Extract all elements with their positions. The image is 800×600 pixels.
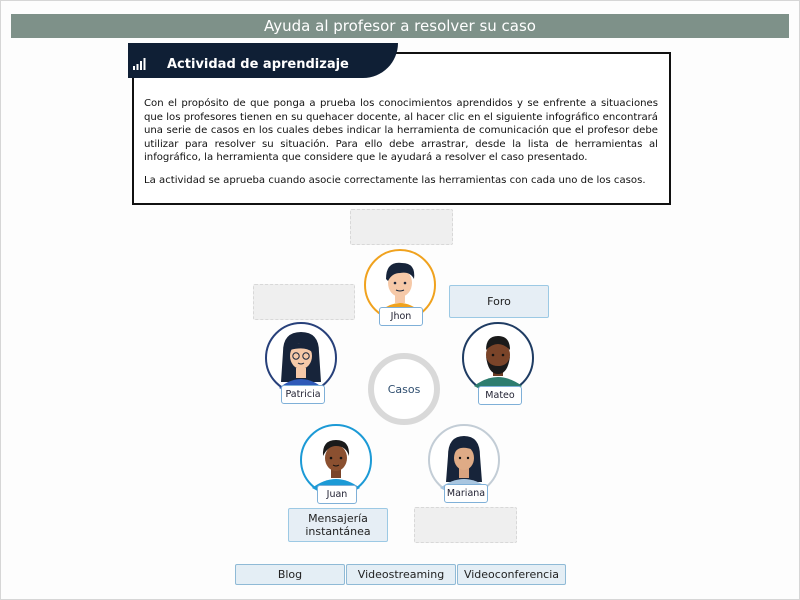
name-label-mateo: Mateo [478,386,522,405]
drop-zone-juan[interactable]: Mensajería instantánea [288,508,388,542]
activity-approval-note: La actividad se aprueba cuando asocie correctamente las herramientas con cada uno de los casos. [144,175,646,186]
name-label-patricia: Patricia [281,385,325,404]
activity-instructions: Con el propósito de que ponga a prueba los conocimientos aprendidos y se enfrente a situaciones que los profesores tienen en su quehacer docente, al hacer clic en el siguiente infográfico encontrará una serie de casos en los cuales debes indicar la herramienta de comunicación que el profesor debe utilizar para resolver su situación. Para ello debe arrastrar, desde la lista de herramientas al infográfico, la herramienta que considere que le ayudará a resolver el caso presentado. [144,98,658,164]
signal-bars-icon [133,58,147,70]
avatar-mateo[interactable] [462,322,534,394]
drop-zone-patricia[interactable] [253,284,355,320]
mateo-portrait-icon [462,322,534,394]
patricia-portrait-icon [265,322,337,394]
tool-blog[interactable]: Blog [235,564,345,585]
name-label-jhon: Jhon [379,307,423,326]
cases-center-circle: Casos [368,353,440,425]
drop-zone-mariana[interactable] [414,507,517,543]
drop-zone-jhon[interactable] [350,209,453,245]
drop-zone-mateo[interactable]: Foro [449,285,549,318]
name-label-juan: Juan [317,485,357,504]
tool-videoconferencia[interactable]: Videoconferencia [457,564,566,585]
tool-videostreaming[interactable]: Videostreaming [346,564,456,585]
avatar-patricia[interactable] [265,322,337,394]
name-label-mariana: Mariana [444,484,488,503]
page-title: Ayuda al profesor a resolver su caso [11,14,789,38]
activity-badge-title: Actividad de aprendizaje [167,57,349,72]
